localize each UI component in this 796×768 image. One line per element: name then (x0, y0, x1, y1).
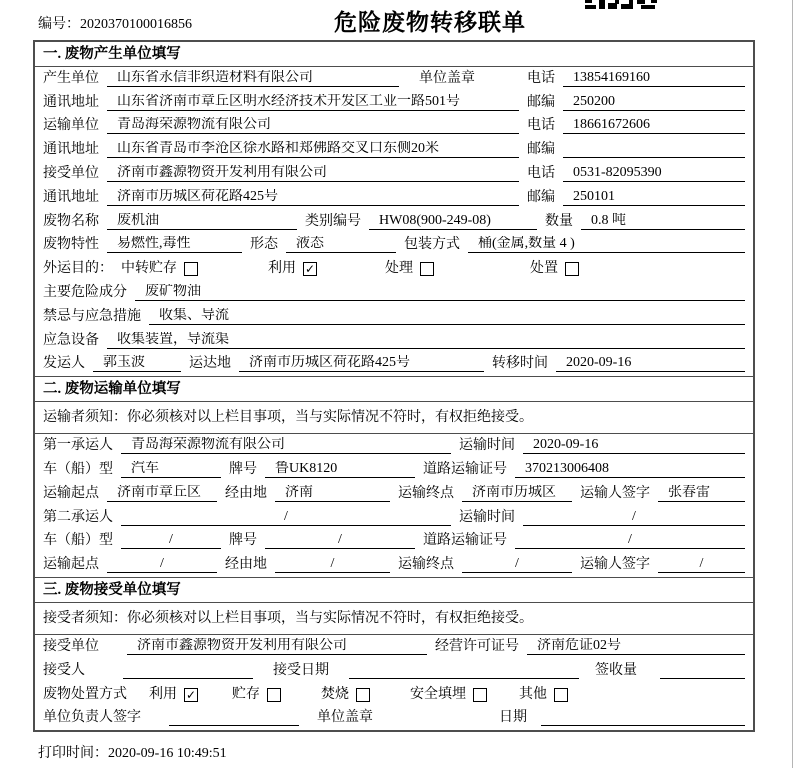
first-carrier-signature-field: 张春雷 (658, 485, 745, 502)
page-title: 危险废物转移联单 (334, 10, 526, 35)
page-edge-line (792, 0, 793, 768)
waste-quantity-field: 0.8 吨 (581, 213, 745, 230)
field-label: 单位负责人签字 (43, 710, 141, 726)
producer-phone-field: 13854169160 (563, 70, 745, 87)
field-label: 车（船）型 (43, 533, 113, 549)
field-label: 单位盖章 (419, 70, 475, 86)
field-label: 邮编 (527, 189, 555, 205)
form-row (35, 683, 753, 707)
field-label: 外运目的： (43, 261, 113, 277)
form-row (35, 458, 753, 482)
field-label: 经由地 (225, 557, 267, 573)
receiver-phone-field: 0531-82095390 (563, 165, 745, 182)
row-left (43, 165, 519, 182)
field-label: 电话 (527, 70, 555, 86)
disposal-landfill-checkbox (473, 688, 487, 702)
first-vehicle-type-field: 汽车 (121, 461, 221, 478)
receiver-person-field (123, 663, 253, 679)
print-time-label: 打印时间： (38, 746, 108, 761)
form-row (35, 305, 753, 329)
field-label: 运输起点 (43, 485, 99, 501)
first-road-permit-field: 370213006408 (515, 461, 745, 478)
transporter-zipcode-field (563, 142, 745, 158)
purpose-utilize-checkbox-group (268, 261, 317, 277)
license-number-field: 济南危证02号 (527, 638, 745, 655)
form-row (35, 91, 753, 115)
row-right (527, 70, 745, 87)
transporter-address-field: 山东省青岛市李沧区徐水路和郑佛路交叉口东侧20米 (107, 141, 519, 158)
field-label: 通讯地址 (43, 189, 99, 205)
purpose-transfer-storage-checkbox-group (121, 261, 198, 277)
row-left (43, 117, 519, 134)
first-via-field: 济南 (275, 485, 390, 502)
field-label: 接受日期 (273, 662, 329, 678)
form-section-2 (35, 376, 753, 577)
receiver-unit-field: 济南市鑫源物资开发利用有限公司 (107, 165, 519, 182)
transporter-phone-field: 18661672606 (563, 117, 745, 134)
receive-date-field (349, 663, 579, 679)
first-plate-number-field: 鲁UK8120 (265, 461, 415, 478)
second-plate-number-field: / (265, 532, 415, 549)
field-label: 通讯地址 (43, 94, 99, 110)
row-left (43, 94, 519, 111)
field-label: 运达地 (189, 356, 231, 372)
field-label: 运输单位 (43, 118, 99, 134)
form-section-1 (35, 42, 753, 376)
checkbox-label: 处置 (530, 261, 558, 277)
form-row (35, 138, 753, 162)
checkbox-label: 其他 (519, 686, 547, 702)
field-label: 第一承运人 (43, 438, 113, 454)
row-right (527, 94, 745, 111)
receiver-address-field: 济南市历城区荷花路425号 (107, 189, 519, 206)
section-header: 二. 废物运输单位填写 (35, 377, 753, 402)
document-header (0, 0, 796, 40)
form-row (35, 506, 753, 530)
row-left (43, 141, 519, 158)
field-label: 道路运输证号 (423, 461, 507, 477)
field-label: 道路运输证号 (423, 533, 507, 549)
field-label: 接受单位 (43, 638, 99, 654)
second-via-field: / (275, 556, 390, 573)
checkbox-label: 安全填埋 (410, 686, 466, 702)
first-terminal-field: 济南市历城区 (462, 485, 572, 502)
checkbox-label: 中转贮存 (121, 261, 177, 277)
field-label: 废物名称 (43, 213, 99, 229)
second-vehicle-type-field: / (121, 532, 221, 549)
field-label: 运输时间 (459, 438, 515, 454)
row-left (43, 70, 519, 87)
hazardous-component-field: 废矿物油 (135, 284, 745, 301)
disposal-other-checkbox-group (519, 687, 568, 703)
qr-code-fragment (585, 0, 657, 9)
second-road-permit-field: / (515, 532, 745, 549)
purpose-disposal-checkbox-group (530, 261, 579, 277)
serial-label: 编号： (38, 17, 80, 32)
field-label: 运输时间 (459, 509, 515, 525)
first-transport-date-field: 2020-09-16 (523, 437, 745, 454)
packaging-field: 桶(金属,数量 4 ) (468, 236, 745, 253)
form-row (35, 482, 753, 506)
form-row (35, 281, 753, 305)
field-label: 单位盖章 (317, 710, 373, 726)
second-carrier-field: / (121, 509, 451, 526)
field-label: 主要危险成分 (43, 284, 127, 300)
form-section-3 (35, 577, 753, 730)
emergency-equipment-field: 收集装置，导流渠 (107, 332, 745, 349)
first-origin-field: 济南市章丘区 (107, 485, 217, 502)
disposal-storage-checkbox-group (232, 687, 281, 703)
second-terminal-field: / (462, 556, 572, 573)
section-header: 一. 废物产生单位填写 (35, 42, 753, 67)
checkbox-label: 处理 (385, 261, 413, 277)
transporter-unit-field: 青岛海荣源物流有限公司 (107, 117, 519, 134)
field-label: 形态 (250, 237, 278, 253)
purpose-disposal-checkbox (565, 262, 579, 276)
field-label: 牌号 (229, 461, 257, 477)
second-origin-field: / (107, 556, 217, 573)
disposal-utilize-checkbox-group (149, 687, 198, 703)
purpose-treatment-checkbox (420, 262, 434, 276)
disposal-incinerate-checkbox-group (321, 687, 370, 703)
form-row (35, 257, 753, 281)
field-label: 产生单位 (43, 70, 99, 86)
field-label: 运输人签字 (580, 557, 650, 573)
second-transport-date-field: / (523, 509, 745, 526)
field-label: 数量 (545, 213, 573, 229)
purpose-utilize-checkbox: ✓ (304, 262, 316, 277)
purpose-treatment-checkbox-group (385, 261, 434, 277)
field-label: 邮编 (527, 142, 555, 158)
field-label: 废物特性 (43, 237, 99, 253)
field-label: 发运人 (43, 356, 85, 372)
disposal-storage-checkbox (267, 688, 281, 702)
form-row (35, 186, 753, 210)
waste-property-field: 易燃性,毒性 (107, 236, 242, 253)
disposal-landfill-checkbox-group (410, 687, 487, 703)
field-label: 经由地 (225, 485, 267, 501)
checkbox-label: 利用 (149, 686, 177, 702)
form-row (35, 353, 753, 377)
field-label: 运输终点 (398, 485, 454, 501)
disposal-other-checkbox (554, 688, 568, 702)
received-quantity-field (660, 663, 745, 679)
field-label: 接受人 (43, 662, 85, 678)
print-time-value: 2020-09-16 10:49:51 (108, 746, 227, 761)
field-label: 应急设备 (43, 332, 99, 348)
field-label: 运输人签字 (580, 485, 650, 501)
seal-date-field (541, 710, 745, 726)
section-header: 三. 废物接受单位填写 (35, 578, 753, 603)
field-label: 禁忌与应急措施 (43, 308, 141, 324)
form-row (35, 707, 753, 731)
form-row (35, 162, 753, 186)
field-label: 接受单位 (43, 165, 99, 181)
checkbox-label: 利用 (268, 261, 296, 277)
first-carrier-field: 青岛海荣源物流有限公司 (121, 437, 451, 454)
receiving-unit-field: 济南市鑫源物资开发利用有限公司 (127, 638, 427, 655)
field-label: 通讯地址 (43, 142, 99, 158)
waste-form-field: 液态 (286, 236, 396, 253)
consignor-field: 郭玉波 (93, 355, 181, 372)
field-label: 日期 (499, 710, 527, 726)
section-notice: 接受者须知：你必须核对以上栏目事项，当与实际情况不符时，有权拒绝接受。 (35, 603, 753, 635)
form-row (35, 234, 753, 258)
field-label: 车（船）型 (43, 461, 113, 477)
form-row (35, 434, 753, 458)
field-label: 电话 (527, 165, 555, 181)
producer-unit-field: 山东省永信非织造材料有限公司 (107, 70, 399, 87)
producer-zipcode-field: 250200 (563, 94, 745, 111)
section-notice: 运输者须知：你必须核对以上栏目事项，当与实际情况不符时，有权拒绝接受。 (35, 402, 753, 434)
field-label: 电话 (527, 118, 555, 134)
field-label: 废物处置方式 (43, 686, 127, 702)
disposal-incinerate-checkbox (356, 688, 370, 702)
form-row (35, 115, 753, 139)
field-label: 经营许可证号 (435, 638, 519, 654)
field-label: 运输起点 (43, 557, 99, 573)
checkbox-label: 贮存 (232, 686, 260, 702)
field-label: 转移时间 (492, 356, 548, 372)
destination-field: 济南市历城区荷花路425号 (239, 355, 484, 372)
form-row (35, 659, 753, 683)
row-left (43, 189, 519, 206)
receiver-zipcode-field: 250101 (563, 189, 745, 206)
field-label: 包装方式 (404, 237, 460, 253)
field-label: 运输终点 (398, 557, 454, 573)
transfer-date-field: 2020-09-16 (556, 355, 745, 372)
responsible-signature-field (169, 710, 299, 726)
disposal-utilize-checkbox: ✓ (185, 687, 197, 702)
serial-number: 2020370100016856 (80, 17, 192, 32)
waste-name-field: 废机油 (107, 213, 297, 230)
form-row (35, 635, 753, 659)
second-carrier-signature-field: / (658, 556, 745, 573)
form-row (35, 530, 753, 554)
form-row (35, 553, 753, 577)
form-row (35, 329, 753, 353)
field-label: 牌号 (229, 533, 257, 549)
field-label: 类别编号 (305, 213, 361, 229)
row-right (527, 117, 745, 134)
field-label: 签收量 (595, 662, 637, 678)
row-right (527, 142, 745, 158)
producer-address-field: 山东省济南市章丘区明水经济技术开发区工业一路501号 (107, 94, 519, 111)
print-time-line (38, 742, 227, 762)
row-right (527, 165, 745, 182)
field-label: 邮编 (527, 94, 555, 110)
emergency-measures-field: 收集、导流 (149, 308, 745, 325)
field-label: 第二承运人 (43, 509, 113, 525)
waste-category-code-field: HW08(900-249-08) (369, 213, 537, 230)
manifest-form-table (33, 40, 755, 732)
form-row (35, 210, 753, 234)
row-right (527, 189, 745, 206)
purpose-transfer-storage-checkbox (184, 262, 198, 276)
form-row (35, 67, 753, 91)
checkbox-label: 焚烧 (321, 686, 349, 702)
